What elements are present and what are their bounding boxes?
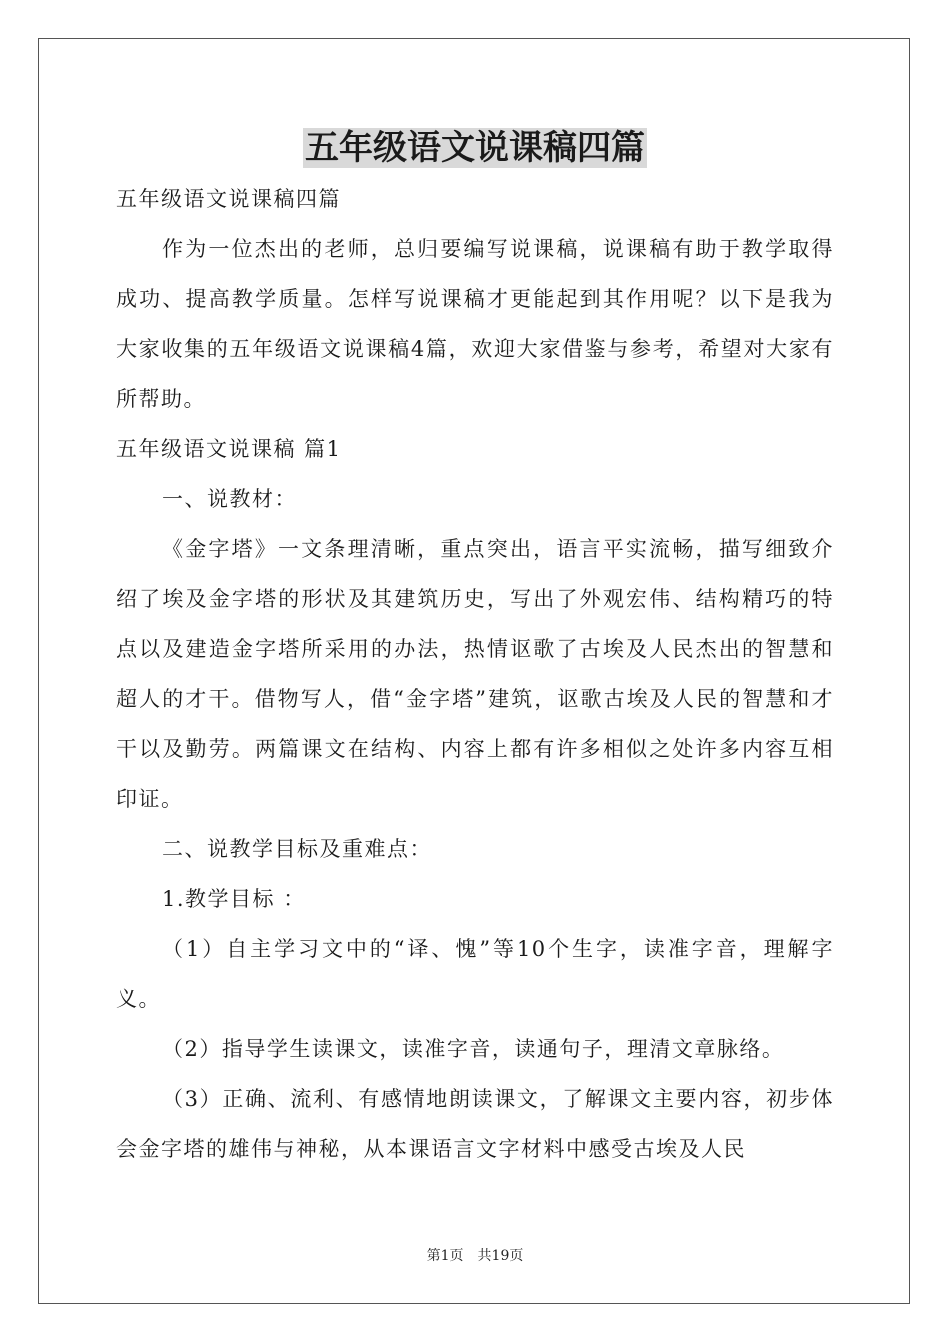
goal-item-2: （2）指导学生读课文，读准字音，读通句子，理清文章脉络。 [162, 1037, 785, 1061]
subtitle-paragraph: 五年级语文说课稿四篇 [116, 187, 341, 211]
goals-heading: 1.教学目标 ： [162, 887, 306, 911]
document-body [116, 174, 834, 1174]
document-title [0, 126, 950, 170]
textbook-paragraph: 《金字塔》一文条理清晰，重点突出，语言平实流畅，描写细致介绍了埃及金字塔的形状及其建筑历史，写出了外观宏伟、结构精巧的特点以及建造金字塔所采用的办法，热情讴歌了古埃及人民杰出的智慧和超人的才干。借物写人，借“金字塔”建筑，讴歌古埃及人民的智慧和才干以及勤劳。两篇课文在结构、内容上都有许多相似之处许多内容互相印证。 [116, 537, 834, 811]
page-footer: 第1页 共19页 [426, 1248, 524, 1264]
subsection-heading-textbook: 一、说教材： [162, 487, 297, 511]
intro-paragraph: 作为一位杰出的老师，总归要编写说课稿，说课稿有助于教学取得成功、提高教学质量。怎样写说课稿才更能起到其作用呢？以下是我为大家收集的五年级语文说课稿4篇，欢迎大家借鉴与参考，希望对大家有所帮助。 [116, 237, 834, 411]
goal-item-3: （3）正确、流利、有感情地朗读课文，了解课文主要内容，初步体会金字塔的雄伟与神秘，从本课语言文字材料中感受古埃及人民 [116, 1087, 834, 1161]
document-title-text: 五年级语文说课稿四篇 [305, 128, 645, 168]
subsection-heading-goals: 二、说教学目标及重难点： [162, 837, 432, 861]
section-heading: 五年级语文说课稿 篇1 [116, 437, 342, 461]
goal-item-1: （1）自主学习文中的“译、愧”等10个生字，读准字音，理解字义。 [116, 937, 834, 1011]
